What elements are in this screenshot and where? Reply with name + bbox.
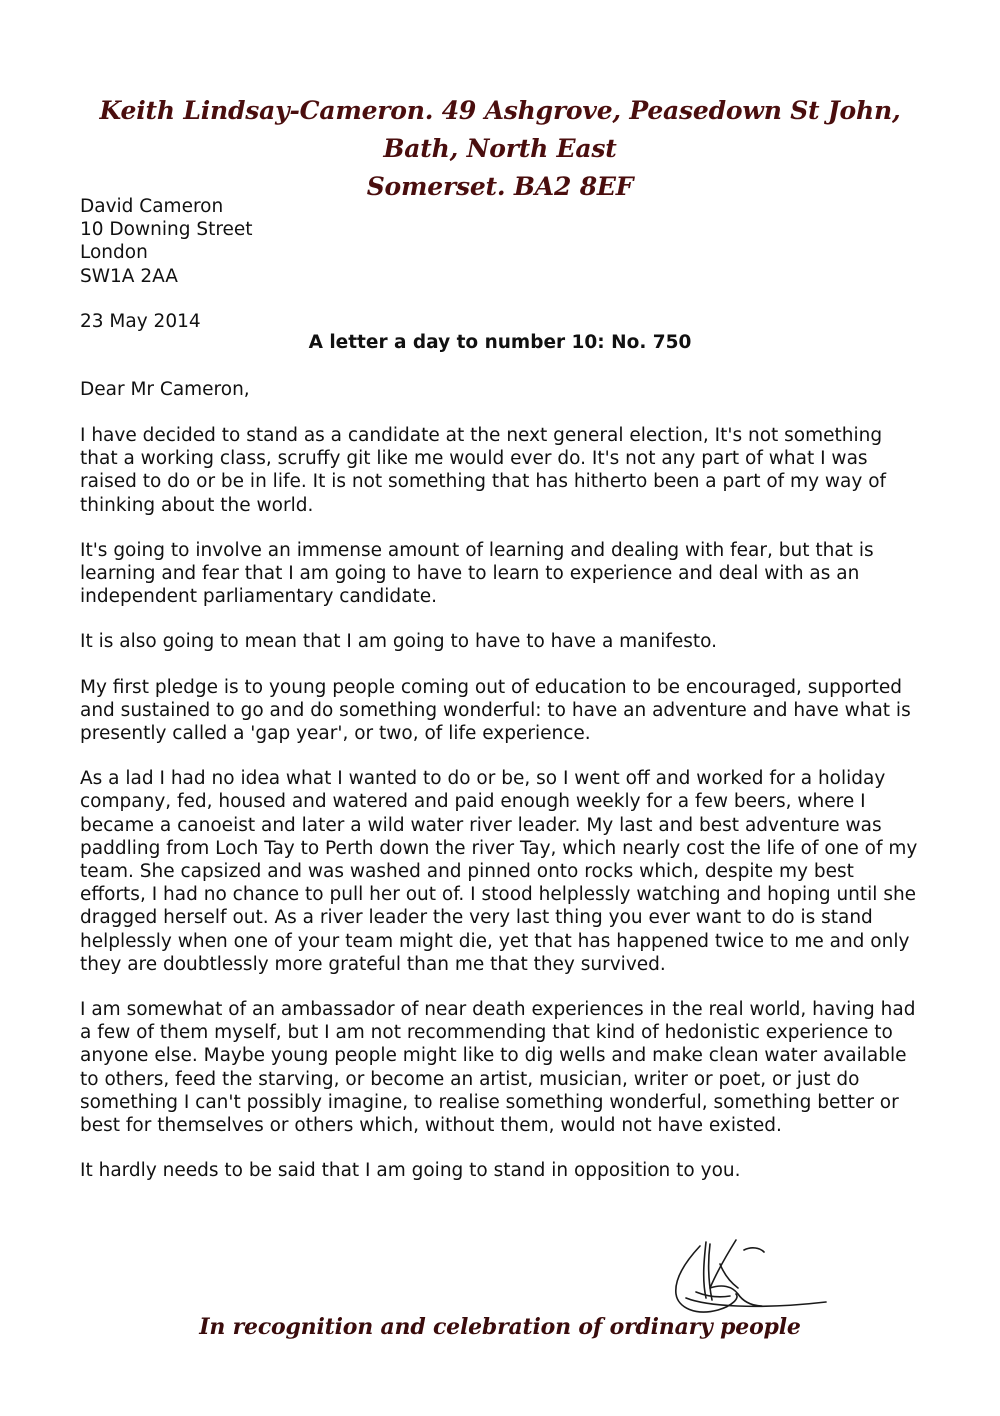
body-paragraph: I have decided to stand as a candidate at the next general election, It's not something that a working class, scruffy git like me would ever do. It's not any part of what I was raised to do or be in life. It is not something that has hitherto been a part of my way of thinking about the world. — [80, 425, 887, 516]
footer-tagline: In recognition and celebration of ordinary people — [199, 1314, 801, 1340]
body-paragraph: I am somewhat of an ambassador of near death experiences in the real world, having had a few of them myself, but I am not recommending that kind of hedonistic experience to anyone else. Maybe young people might like to dig wells and make clean water available to others, feed the starving, or become an artist, musician, writer or poet, or just do something I can't possibly imagine, to realise something wonderful, something better or best for themselves or others which, without them, would not have existed. — [80, 999, 916, 1137]
letter-body — [80, 424, 920, 1204]
letter-subject: A letter a day to number 10: No. 750 — [308, 332, 692, 353]
body-paragraph: It's going to involve an immense amount of learning and dealing with fear, but that is learning and fear that I am going to have to learn to experience and deal with as an independent parliamentary candidate. — [80, 539, 874, 608]
body-paragraph: As a lad I had no idea what I wanted to do or be, so I went off and worked for a holiday company, fed, housed and watered and paid enough weekly for a few beers, where I became a canoeist and later a wild water river leader. My last and best adventure was paddling from Loch Tay to Perth down the river Tay, which nearly cost the life of one of my team. She capsized and was washed and pinned onto rocks which, despite my best efforts, I had no chance to pull her out of. I stood helplessly watching and hoping until she dragged herself out. As a river leader the very last thing you ever want to do is stand helplessly when one of your team might die, yet that has happened twice to me and only they are doubtlessly more grateful than me that they survived. — [80, 768, 918, 975]
recipient-address — [80, 195, 480, 288]
recipient-name: David Cameron — [80, 196, 224, 217]
recipient-street: 10 Downing Street — [80, 219, 253, 241]
letterhead-line-1: Keith Lindsay-Cameron. 49 Ashgrove, Peasedown St John, Bath, North East — [99, 96, 901, 163]
letter-date: 23 May 2014 — [80, 311, 201, 332]
body-paragraph: It hardly needs to be said that I am going to stand in opposition to you. — [80, 1160, 741, 1182]
recipient-postcode: SW1A 2AA — [80, 265, 178, 287]
body-paragraph: My first pledge is to young people coming out of education to be encouraged, supported and sustained to go and do something wonderful: to have an adventure and have what is presently called a 'gap year', or two, of life experience. — [80, 676, 911, 745]
handwritten-signature — [666, 1236, 830, 1326]
recipient-city: London — [80, 242, 148, 264]
salutation: Dear Mr Cameron, — [80, 379, 250, 400]
letterhead-line-2: Somerset. BA2 8EF — [366, 172, 634, 201]
body-paragraph: It is also going to mean that I am going to have to have a manifesto. — [80, 631, 718, 653]
letterhead — [60, 92, 940, 206]
